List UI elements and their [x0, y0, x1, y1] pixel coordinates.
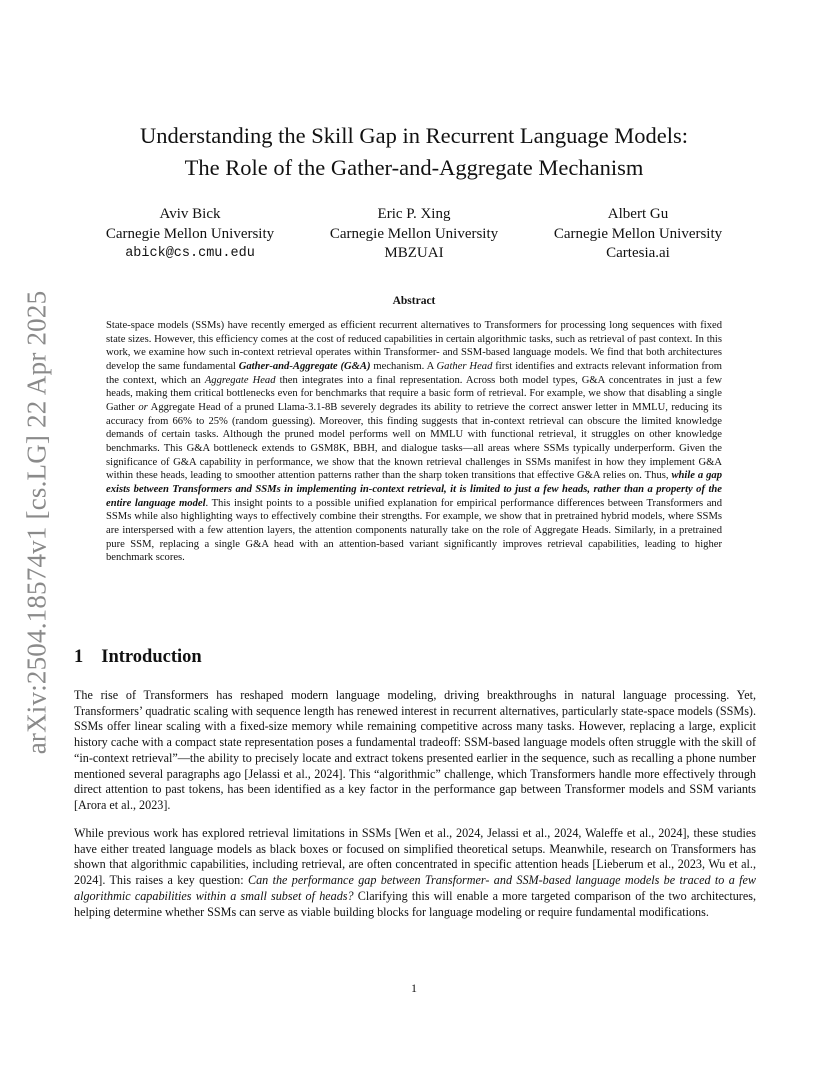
paper-title-line-2: The Role of the Gather-and-Aggregate Mechanism — [184, 155, 644, 180]
abstract-bold-term: Gather-and-Aggregate (G&A) — [238, 360, 371, 372]
section-number: 1 — [74, 647, 84, 667]
section-heading-introduction — [74, 647, 754, 668]
paper-title-line-1: Understanding the Skill Gap in Recurrent Language Models: — [140, 123, 688, 148]
abstract-body — [106, 319, 722, 565]
author-name: Aviv Bick — [159, 206, 221, 222]
intro-text: While previous work has explored retrieval limitations in SSMs [Wen et al., 2024, Jelassi et al., 2024, Waleffe et al., 2024], these studies have either treated language models as black boxes or focused on simplified theoretical setups. Meanwhile, research on Transformers has shown that algorithmic capabilities, including retrieval, are often concentrated in specific attention heads [Lieberum et al., 2023, Wu et al., 2024]. This raises a key question: — [74, 826, 756, 888]
author-1 — [90, 205, 290, 264]
author-affiliation: Carnegie Mellon University — [105, 225, 275, 242]
abstract-italic-term: Gather Head — [436, 360, 493, 372]
abstract-text: . This insight points to a possible unified explanation for empirical performance differences between Transformers and SSMs while also highlighting ways to effectively combine their strengths. For example, we show that in pretrained hybrid models, where SSMs are interspersed with a few attention layers, the attention components naturally take on the role of Aggregate Heads. Similarly, in a pretrained pure SSM, replacing a single G&A head with an attention-based variant significantly improves retrieval capabilities, leading to higher benchmark scores. — [106, 497, 722, 564]
abstract-text: then integrates into a final representation. Across both model types, G&A concentrates in just a few heads, making them critical bottlenecks even for benchmarks that require a basic form of retrieval. For example, we show that disabling a single Gather — [106, 374, 722, 413]
author-affiliation: Carnegie Mellon University — [329, 225, 499, 242]
intro-text: Clarifying this will enable a more targeted comparison of the two architectures, helping determine whether SSMs can serve as viable building blocks for language modeling or require fundamental modifications. — [74, 888, 756, 919]
author-name: Albert Gu — [607, 206, 669, 222]
author-name: Eric P. Xing — [377, 206, 451, 222]
abstract-text: Aggregate Head of a pruned Llama-3.1-8B severely degrades its ability to retrieve the correct answer letter in MMLU, reducing its accuracy from 66% to 25% (random guessing). Moreover, this finding suggests that in-context retrieval can obscure the limited knowledge demands of certain tasks. Although the pruned model performs well on MMLU with functional retrieval, it struggles on other knowledge benchmarks. This G&A bottleneck extends to GSM8K, BBH, and dialogue tasks—all areas where SSMs typically underperform. Given the significance of G&A capability in performance, we show that the known retrieval challenges in SSMs manifest in how they implement G&A within these heads, leading to smoother attention patterns rather than the sharp token transitions that effective G&A relies on. Thus, — [106, 401, 722, 482]
paper-title — [74, 120, 754, 184]
abstract-heading: Abstract — [392, 295, 436, 307]
author-email: abick@cs.cmu.edu — [125, 246, 255, 261]
author-affiliation: Carnegie Mellon University — [553, 225, 723, 242]
arxiv-identifier-stamp — [20, 286, 54, 758]
intro-paragraph-1: The rise of Transformers has reshaped modern language modeling, driving breakthroughs in natural language processing. Yet, Transformers’ quadratic scaling with sequence length has renewed interest in recurrent alternatives, particularly state-space models (SSMs). SSMs offer linear scaling with a fixed-size memory while remaining competitive across many tasks. However, replacing a large, explicit history cache with a compact state representation poses a fundamental tradeoff: SSM-based language models often struggle with the skill of “in-context retrieval”—the ability to precisely locate and extract tokens presented earlier in the sequence, such as recalling a phone number mentioned several paragraphs ago [Jelassi et al., 2024]. This “algorithmic” challenge, which Transformers handle more effectively through direct attention to past tokens, has been identified as a key factor in the performance gap between Transformer models and SSM variants [Arora et al., 2023]. — [74, 688, 756, 812]
author-affiliation-secondary: Cartesia.ai — [606, 245, 670, 261]
author-3 — [538, 205, 738, 264]
abstract-text: first identifies and extracts relevant information from the context, which an — [106, 360, 722, 386]
intro-paragraph-2 — [74, 826, 756, 920]
author-affiliation-secondary: MBZUAI — [384, 245, 444, 261]
abstract-italic-term: or — [138, 401, 148, 413]
section-title: Introduction — [101, 647, 202, 667]
arxiv-identifier-text: arXiv:2504.18574v1 [cs.LG] 22 Apr 2025 — [21, 290, 52, 754]
abstract-bold-claim: while a gap exists between Transformers and SSMs in implementing in-context retrieval, it is limited to just a few heads, rather than a property of the entire language model — [106, 470, 723, 509]
author-block — [90, 205, 738, 264]
abstract-italic-term: Aggregate Head — [204, 374, 276, 386]
abstract-text: mechanism. A — [370, 360, 437, 372]
author-2 — [314, 205, 514, 264]
intro-research-question: Can the performance gap between Transformer- and SSM-based language models be traced to a few algorithmic capabilities within a small subset of heads? — [74, 873, 756, 903]
page-number: 1 — [411, 981, 417, 995]
abstract-text: State-space models (SSMs) have recently emerged as efficient recurrent alternatives to Transformers for processing long sequences with fixed state sizes. However, this efficiency comes at the cost of reduced capabilities in certain algorithmic tasks, such as retrieval of past context. In this work, we examine how such in-context retrieval operates within Transformer- and SSM-based language models. We find that both architectures develop the same fundamental — [106, 320, 722, 372]
